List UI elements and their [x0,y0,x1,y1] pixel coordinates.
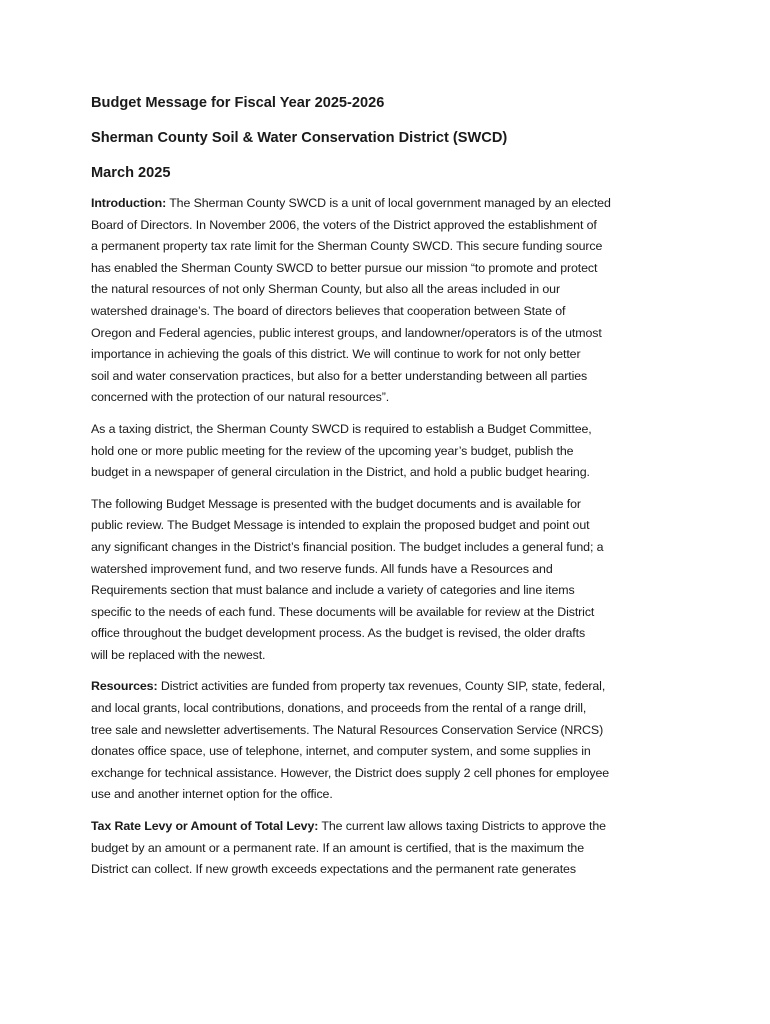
taxing-district-paragraph [91,419,691,484]
text-line: has enabled the Sherman County SWCD to better pursue our mission “to promote and protect [91,260,598,275]
document-date: March 2025 [91,165,171,181]
text-line: concerned with the protection of our natural resources”. [91,390,390,405]
text-line: any significant changes in the District’s financial position. The budget includes a general fund; a [91,539,604,554]
text-line: and local grants, local contributions, donations, and proceeds from the rental of a range drill, [91,701,587,716]
text-line: Board of Directors. In November 2006, the voters of the District approved the establishment of [91,217,597,232]
text-line: tree sale and newsletter advertisements. The Natural Resources Conservation Service (NRCS) [91,722,604,737]
text-line: use and another internet option for the office. [91,787,333,802]
text-line: Requirements section that must balance and include a variety of categories and line items [91,583,575,598]
resources-paragraph [91,676,691,806]
text-line: the natural resources of not only Sherman County, but also all the areas included in our [91,282,560,297]
text-line: public review. The Budget Message is intended to explain the proposed budget and point out [91,518,590,533]
text-line: exchange for technical assistance. However, the District does supply 2 cell phones for employee [91,765,610,780]
text-line: office throughout the budget development process. As the budget is revised, the older drafts [91,626,586,641]
text-line: specific to the needs of each fund. These documents will be available for review at the District [91,604,595,619]
text-line: As a taxing district, the Sherman County SWCD is required to establish a Budget Committee, [91,421,592,436]
text-line: a permanent property tax rate limit for the Sherman County SWCD. This secure funding source [91,239,603,254]
tax-rate-heading: Tax Rate Levy or Amount of Total Levy: [91,819,319,834]
introduction-heading: Introduction: [91,196,167,210]
text-line: District can collect. If new growth exceeds expectations and the permanent rate generates [91,862,576,877]
text-line: budget in a newspaper of general circulation in the District, and hold a public budget hearing. [91,465,590,480]
text-line: Tax Rate Levy or Amount of Total Levy: The current law allows taxing Districts to approve the [91,819,606,834]
text-line: donates office space, use of telephone, internet, and computer system, and some supplies in [91,744,591,759]
budget-message-paragraph [91,494,691,667]
text-line: soil and water conservation practices, but also for a better understanding between all parties [91,368,588,383]
resources-heading: Resources: [91,679,158,694]
document-page [91,93,691,891]
text-line: hold one or more public meeting for the review of the upcoming year’s budget, publish the [91,443,574,458]
text-line: Introduction: The Sherman County SWCD is a unit of local government managed by an elected [91,196,611,210]
text-line: watershed drainage’s. The board of directors believes that cooperation between State of [91,303,566,318]
tax-rate-paragraph [91,816,691,881]
document-title: Budget Message for Fiscal Year 2025-2026 [91,95,385,111]
text-line: Resources: District activities are funded from property tax revenues, County SIP, state, federal, [91,679,606,694]
text-line: budget by an amount or a permanent rate. If an amount is certified, that is the maximum the [91,840,584,855]
organization-name: Sherman County Soil & Water Conservation District (SWCD) [91,130,508,146]
text-line: watershed improvement fund, and two reserve funds. All funds have a Resources and [91,561,553,576]
text-line: Oregon and Federal agencies, public interest groups, and landowner/operators is of the utmost [91,325,602,340]
text-line: will be replaced with the newest. [91,647,266,662]
introduction-paragraph [91,193,691,409]
text-line: importance in achieving the goals of this district. We will continue to work for not only better [91,347,581,362]
text-line: The following Budget Message is presented with the budget documents and is available for [91,496,581,511]
